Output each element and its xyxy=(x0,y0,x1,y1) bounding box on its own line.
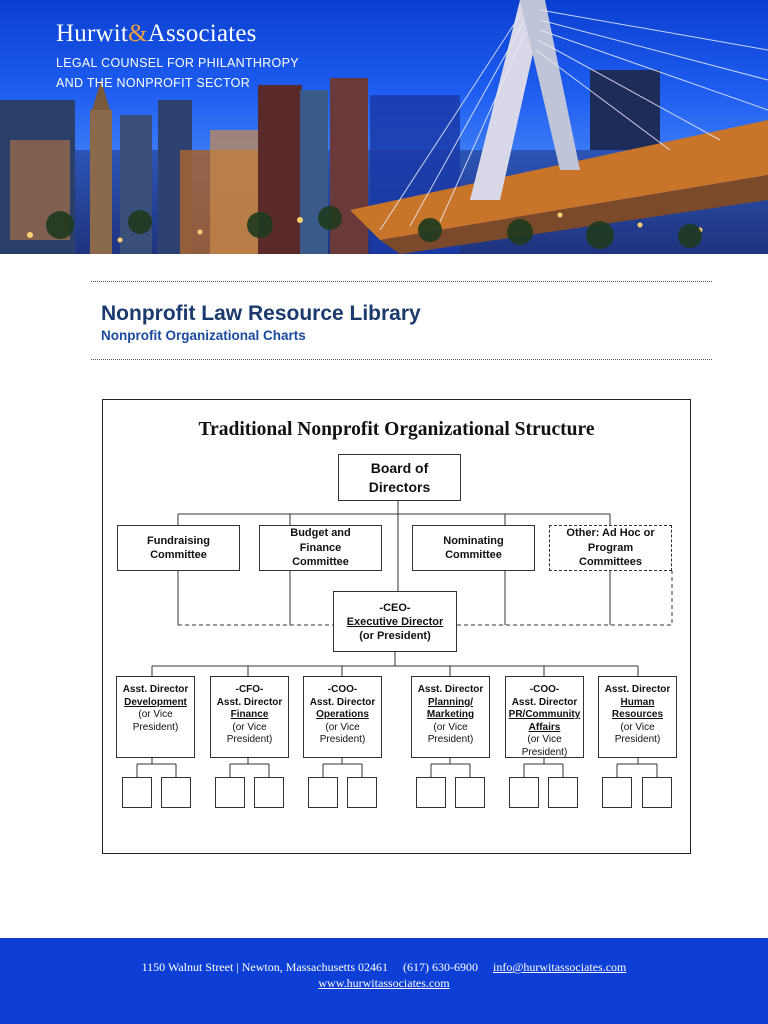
page-subtitle: Nonprofit Organizational Charts xyxy=(101,328,306,343)
sub-box-planning-2 xyxy=(455,777,485,808)
footer-email-link[interactable]: info@hurwitassociates.com xyxy=(493,960,627,974)
committee-box-other-ad-hoc: Other: Ad Hoc or Program Committees xyxy=(549,525,672,571)
sub-box-pr-2 xyxy=(548,777,578,808)
committee-box-nominating: Nominating Committee xyxy=(412,525,535,571)
org-chart-title: Traditional Nonprofit Organizational Structure xyxy=(198,419,595,440)
footer-address: 1150 Walnut Street | Newton, Massachusetts 02461 xyxy=(141,960,389,974)
sub-box-finance-2 xyxy=(254,777,284,808)
sub-box-operations-2 xyxy=(347,777,377,808)
director-box-pr-community-affairs: -COO- Asst. Director PR/Community Affairs (or Vice President) xyxy=(505,676,584,758)
director-box-human-resources: Asst. Director Human Resources (or Vice President) xyxy=(598,676,677,758)
footer-website-link[interactable]: www.hurwitassociates.com xyxy=(318,976,450,990)
director-box-planning-marketing: Asst. Director Planning/ Marketing (or Vice President) xyxy=(411,676,490,758)
brand-tagline: LEGAL COUNSEL FOR PHILANTHROPY AND THE NONPROFIT SECTOR xyxy=(56,56,299,90)
sub-box-hr-1 xyxy=(602,777,632,808)
sub-box-pr-1 xyxy=(509,777,539,808)
director-box-development: Asst. Director Development (or Vice President) xyxy=(116,676,195,758)
ceo-executive-director-box: -CEO- Executive Director (or President) xyxy=(333,591,457,652)
director-box-finance: -CFO- Asst. Director Finance (or Vice President) xyxy=(210,676,289,758)
footer-website-line xyxy=(0,976,768,991)
sub-box-development-1 xyxy=(122,777,152,808)
director-box-operations: -COO- Asst. Director Operations (or Vice President) xyxy=(303,676,382,758)
brand-logo-text: Hurwit&Associates xyxy=(56,20,257,47)
footer-phone: (617) 630-6900 xyxy=(403,960,479,974)
sub-box-operations-1 xyxy=(308,777,338,808)
page-title: Nonprofit Law Resource Library xyxy=(101,302,421,325)
committee-box-fundraising: Fundraising Committee xyxy=(117,525,240,571)
footer-contact-line xyxy=(0,960,768,975)
sub-box-planning-1 xyxy=(416,777,446,808)
committee-box-budget-finance: Budget and Finance Committee xyxy=(259,525,382,571)
sub-box-hr-2 xyxy=(642,777,672,808)
board-of-directors-box: Board of Directors xyxy=(338,454,461,501)
sub-box-finance-1 xyxy=(215,777,245,808)
sub-box-development-2 xyxy=(161,777,191,808)
